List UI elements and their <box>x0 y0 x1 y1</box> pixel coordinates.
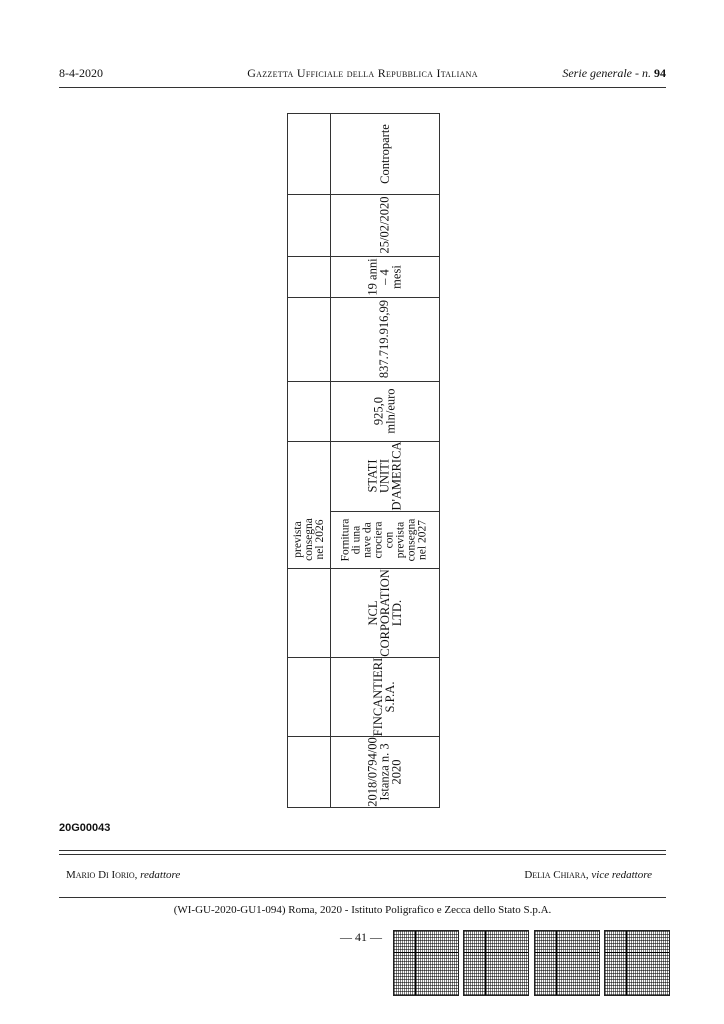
footer-rule <box>59 897 666 898</box>
table-cell <box>330 441 439 511</box>
page-number: — 41 — <box>340 930 382 944</box>
datamatrix-code-icon <box>604 930 670 996</box>
table-cell-text: 25/02/2020 <box>377 196 392 254</box>
table-cell <box>330 297 439 381</box>
table-cell <box>330 657 439 736</box>
table-cell-text: FINCANTIERI S.P.A. <box>371 657 398 736</box>
footer-double-rule-top <box>59 850 666 851</box>
vice-editor-credit <box>524 869 652 881</box>
table-cell-text: Fornitura di una nave da crociera con prevista consegna nel 2027 <box>339 518 429 561</box>
table-cell-text: 2018/0794/00 Istanza n. 3 2020 <box>365 737 404 807</box>
footer-double-rule-bottom <box>59 854 666 855</box>
document-code: 20G00043 <box>59 822 111 834</box>
datamatrix-code-icon <box>534 930 600 996</box>
header-rule <box>59 87 666 88</box>
datamatrix-code-icon <box>463 930 529 996</box>
table-cell-text: NCL CORPORATION LTD. <box>365 568 404 657</box>
header-title: Gazzetta Ufficiale della Repubblica Italiana <box>247 66 478 80</box>
data-table <box>287 113 440 808</box>
table-cell-text: 19 anni – 4 mesi <box>365 257 404 296</box>
table-cell-text: 925,0 mln/euro <box>371 388 398 434</box>
header-serie <box>562 66 666 81</box>
table-cell-text: STATI UNITI D'AMERICA <box>365 441 404 511</box>
table-cell <box>330 568 439 657</box>
table-cell-text: Controparte <box>377 124 392 184</box>
header-date: 8-4-2020 <box>59 66 103 80</box>
vice-editor-name: Delia Chiara, <box>524 869 589 881</box>
table-cell <box>330 381 439 441</box>
serie-label: Serie generale - n. <box>562 66 651 80</box>
table-cell <box>330 114 439 194</box>
vice-editor-role: vice redattore <box>591 869 652 881</box>
table-cell <box>330 194 439 256</box>
publisher-footer: (WI-GU-2020-GU1-094) Roma, 2020 - Istituto Poligrafico e Zecca dello Stato S.p.A. <box>173 904 552 916</box>
table-cell <box>330 736 439 808</box>
datamatrix-code-icon <box>393 930 459 996</box>
table-cell-text: 837.719.916,99 <box>377 299 392 379</box>
table-cell <box>288 511 330 568</box>
editor-credit <box>66 869 180 881</box>
table-cell <box>330 256 439 297</box>
table-cell-text: prevista consegna nel 2026 <box>291 518 326 561</box>
table-cell <box>330 511 439 568</box>
serie-number: 94 <box>654 66 666 80</box>
page-header <box>59 66 666 84</box>
editor-name: Mario Di Iorio, <box>66 869 138 881</box>
editor-role: redattore <box>140 869 181 881</box>
